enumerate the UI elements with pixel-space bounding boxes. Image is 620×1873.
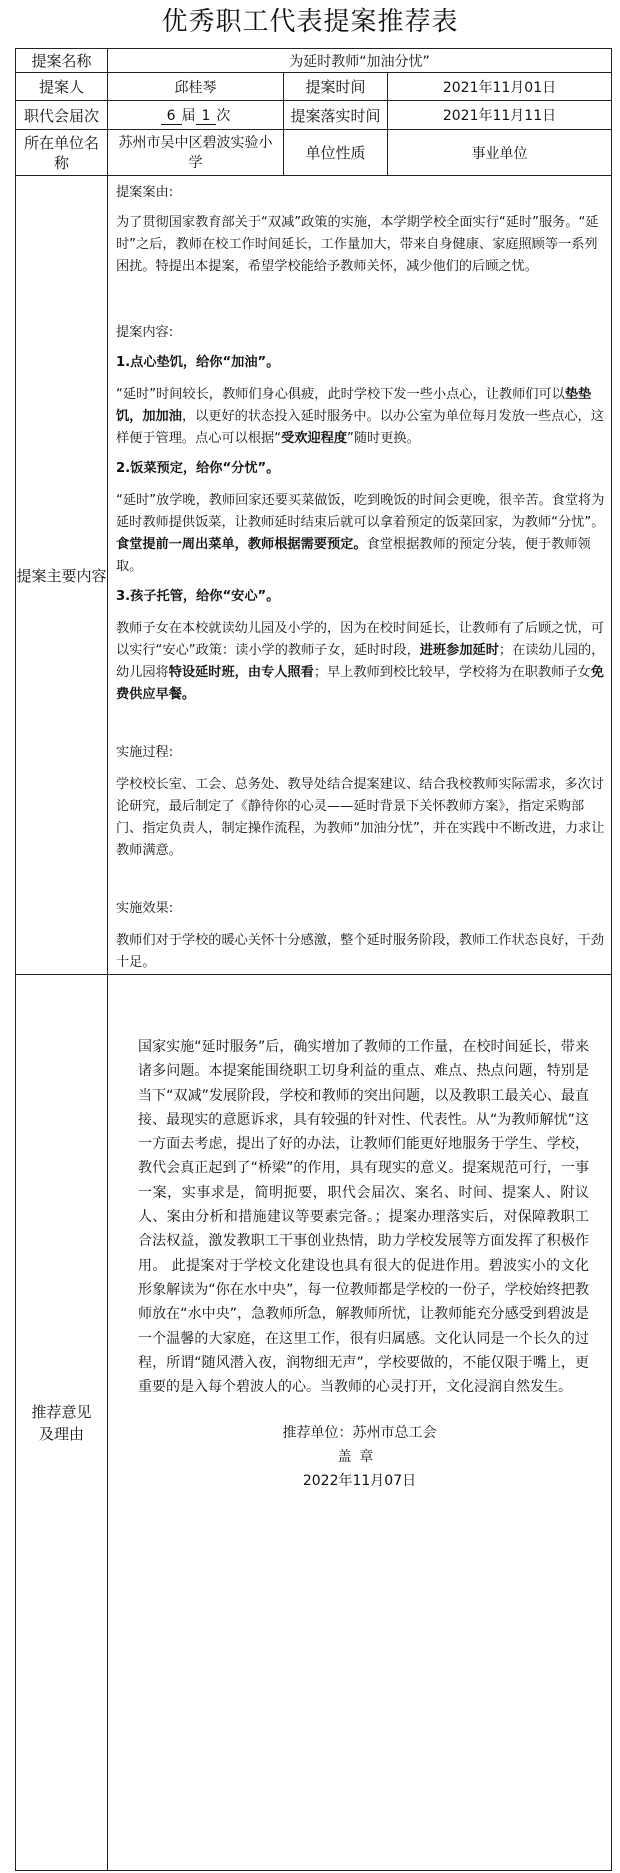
recommend-unit: 推荐单位：苏州市总工会 [282,1425,437,1442]
effect-text: 教师们对于学校的暖心关怀十分感激，整个延时服务阶段，教师工作状态良好，干劲十足。 [116,933,604,970]
value-unit-type: 事业单位 [388,130,612,176]
label-session: 职代会届次 [16,101,108,130]
item2-text: “延时”放学晚，教师回家还要买菜做饭，吃到晚饭的时间会更晚，很辛苦。食堂将为延时教师提供饭菜，让教师延时结束后就可以拿着预定的饭菜回家，为教师“分忧”。食堂提前一周出菜单，教师根据需要预定。食堂根据教师的预定分装，便于教师领取。 [116,493,605,574]
value-proposer: 邱桂琴 [108,73,284,101]
session-number: 6 [161,108,182,125]
value-proposal-name: 为延时教师“加油分忧” [108,49,612,73]
recommend-stamp: 盖章 [337,1449,382,1466]
reason-text: 为了贯彻国家教育部关于“双减”政策的实施，本学期学校全面实行“延时”服务。“延时”之后，教师在校工作时间延长，工作量加大，带来自身健康、家庭照顾等一系列困扰。特提出本提案，希望学校能给予教师关怀，减少他们的后顾之忧。 [116,215,599,274]
row-proposal-name [16,49,612,73]
form-title: 优秀职工代表提案推荐表 [161,7,459,37]
item1-text: “延时”时间较长，教师们身心俱疲，此时学校下发一些小点心，让教师们可以垫垫饥，加加油，以更好的状态投入延时服务中。以办公室为单位每月发放一些点心，这样便于管理。点心可以根据“受欢迎程度”随时更换。 [116,387,604,446]
session-jie-label: 届 [181,108,196,124]
effect-heading: 实施效果: [116,901,174,916]
value-implement-time: 2021年11月11日 [388,101,612,130]
row-session [16,101,612,130]
items-heading: 提案内容: [116,325,174,340]
process-heading: 实施过程: [116,745,174,760]
label-proposal-time: 提案时间 [284,73,388,101]
row-main-content [16,176,612,975]
row-recommend [16,975,612,1871]
label-proposal-name: 提案名称 [16,49,108,73]
reason-heading: 提案案由: [116,185,174,200]
session-ci-number: 1 [196,108,217,125]
item3-title: 3.孩子托管，给你“安心”。 [116,589,280,604]
item1-title: 1.点心垫饥，给你“加油”。 [116,355,280,370]
item2-title: 2.饭菜预定，给你“分忧”。 [116,461,280,476]
row-unit [16,130,612,176]
value-session [108,101,284,130]
recommend-date: 2022年11月07日 [302,1473,417,1490]
label-proposer: 提案人 [16,73,108,101]
row-proposer [16,73,612,101]
session-ci-label: 次 [216,108,231,124]
proposal-form-table [15,48,612,1871]
main-content-body [108,176,611,974]
process-text: 学校校长室、工会、总务处、教导处结合提案建议、结合我校教师实际需求，多次讨论研究，最后制定了《静待你的心灵——延时背景下关怀教师方案》，指定采购部门、指定负责人，制定操作流程，为教师“加油分忧”，并在实践中不断改进，力求让教师满意。 [116,777,605,858]
recommend-cell [108,975,612,1871]
label-unit: 所在单位名称 [16,130,108,176]
label-implement-time: 提案落实时间 [284,101,388,130]
label-recommend: 推荐意见及理由 [16,975,108,1871]
value-proposal-time: 2021年11月01日 [388,73,612,101]
recommend-text: 国家实施“延时服务”后，确实增加了教师的工作量，在校时间延长，带来诸多问题。本提案能围绕职工切身利益的重点、难点、热点问题，特别是当下“双减”发展阶段，学校和教师的突出问题，以及教职工最关心、最直接、最现实的意愿诉求，具有较强的针对性、代表性。从“为教师解忧”这一方面去考虑，提出了好的办法，让教师们能更好地服务于学生、学校，教代会真正起到了“桥梁”的作用，具有现实的意义。提案规范可行，一事一案，实事求是，简明扼要，职代会届次、案名、时间、提案人、附议人、案由分析和措施建议等要素完备。；提案办理落实后，对保障教职工合法权益，激发教职工干事创业热情，助力学校发展等方面发挥了积极作用。 此提案对于学校文化建设也具有很大的促进作用。碧波实小的文化形象解读为“你在水中央”，每一位教师都是学校的一份子，学校始终把教师放在“水中央”，急教师所急，解教师所忧，让教师能充分感受到碧波是一个温馨的大家庭，在这里工作，很有归属感。文化认同是一个长久的过程，所谓“随风潜入夜，润物细无声”，学校要做的，不能仅限于嘴上，更重要的是入每个碧波人的心。当教师的心灵打开，文化浸润自然发生。 [138,1039,589,1396]
label-unit-type: 单位性质 [284,130,388,176]
label-main-content: 提案主要内容 [16,176,108,975]
value-unit: 苏州市吴中区碧波实验小学 [108,130,284,176]
item3-text: 教师子女在本校就读幼儿园及小学的，因为在校时间延长，让教师有了后顾之忧，可以实行“安心”政策：读小学的教师子女，延时时段，进班参加延时；在读幼儿园的，幼儿园将特设延时班，由专人照看；早上教师到校比较早，学校将为在职教师子女免费供应早餐。 [116,621,605,702]
main-content-cell [108,176,612,975]
